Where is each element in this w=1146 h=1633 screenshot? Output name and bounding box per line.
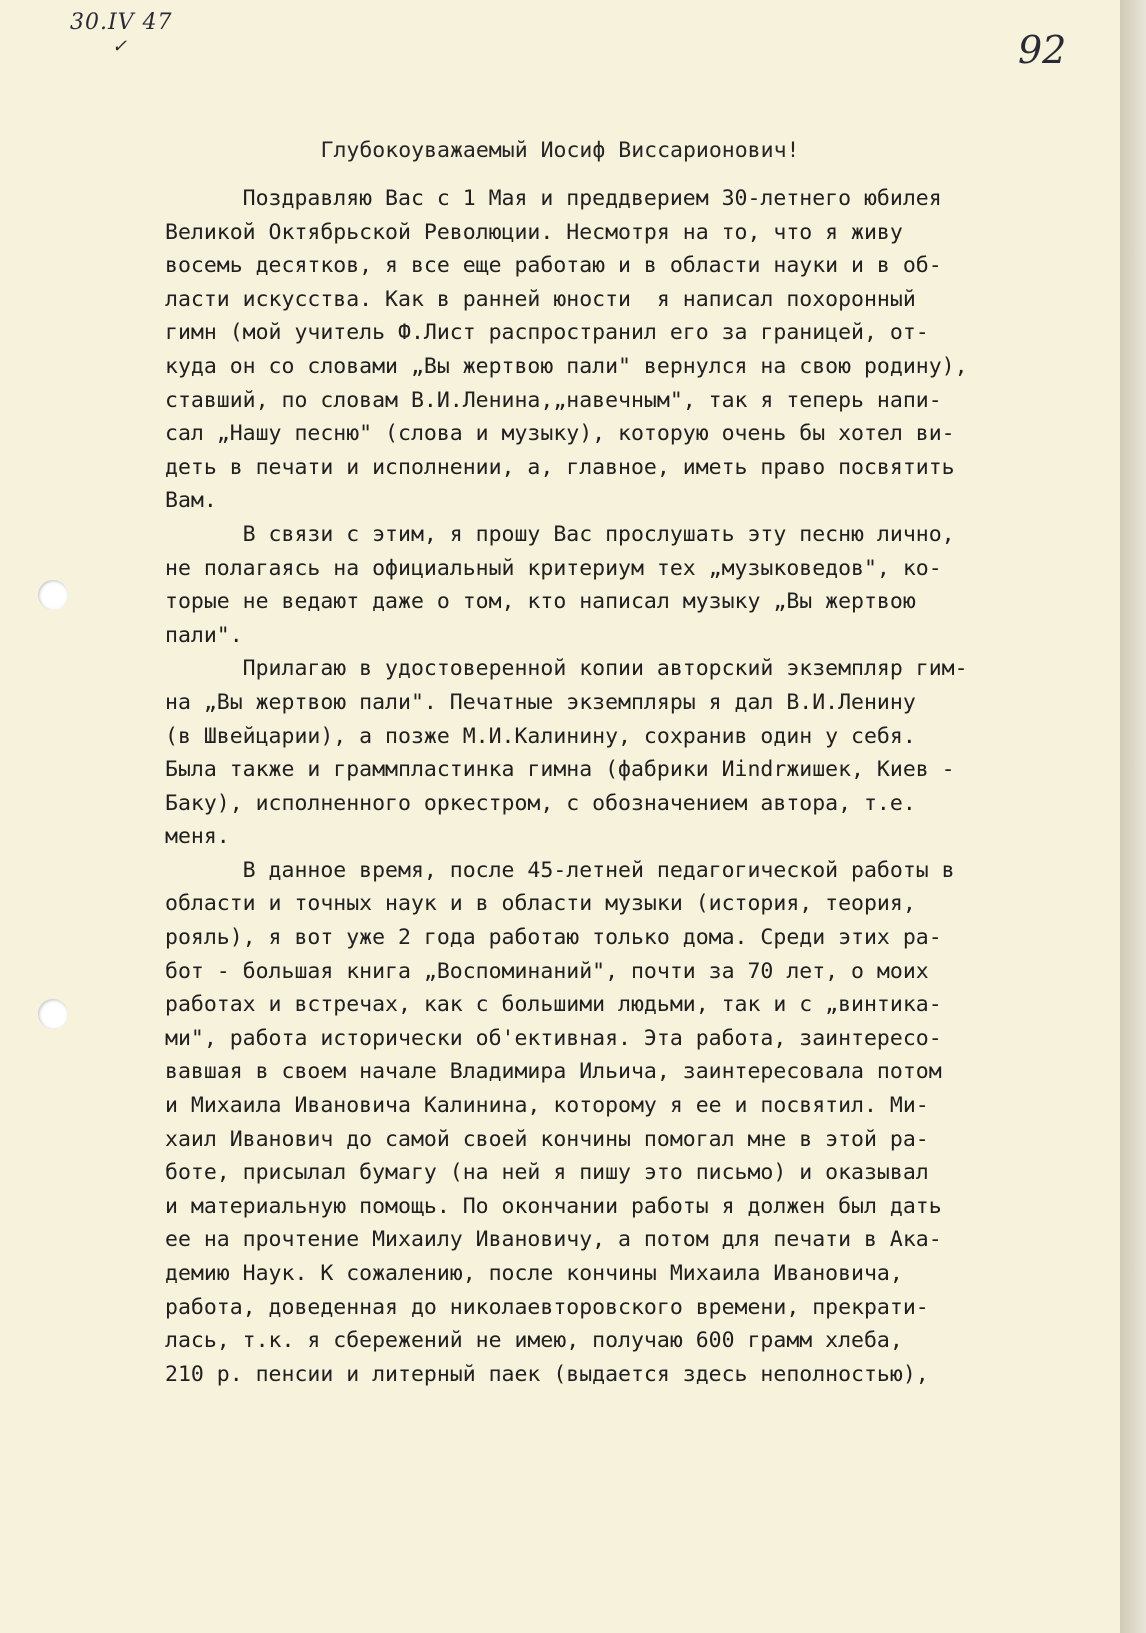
letter-line: Была также и граммпластинка гимна (фабрики Иindrжишек, Киев - (165, 757, 955, 783)
letter-line: пали". (165, 622, 243, 648)
letter-line: Поздравляю Вас с 1 Мая и преддверием 30-летнего юбилея (165, 186, 942, 211)
letter-line: Прилагаю в удостоверенной копии авторский экземпляр гим- (165, 656, 968, 682)
letter-line: работа, доведенная до николаевторовского времени, прекрати- (165, 1294, 929, 1320)
letter-line: В связи с этим, я прошу Вас прослушать эту песню лично, (165, 521, 955, 547)
letter-line: ставший, по словам В.И.Ленина,„навечным", так я теперь напи- (165, 387, 942, 413)
letter-line: Великой Октябрьской Революции. Несмотря на то, что я живу (165, 219, 903, 245)
letter-line: 210 р. пенсии и литерный паек (выдается здесь неполностью), (165, 1361, 929, 1387)
handwritten-check-mark: ✓ (112, 36, 128, 57)
page-edge-shadow (1120, 0, 1146, 1633)
letter-line: работах и встречах, как с большими людьми, так и с „винтика- (165, 992, 942, 1018)
letter-line: Вам. (165, 488, 217, 514)
letter-line: демию Наук. К сожалению, после кончины Михаила Ивановича, (165, 1261, 903, 1286)
letter-line: и материальную помощь. По окончании работы я должен был дать (165, 1193, 942, 1219)
letter-line: меня. (165, 824, 230, 850)
letter-line: лась, т.к. я сбережений не имею, получаю 600 грамм хлеба, (165, 1328, 903, 1354)
letter-line: боте, присылал бумагу (на ней я пишу это письмо) и оказывал (165, 1160, 929, 1186)
letter-line: на „Вы жертвою пали". Печатные экземпляры я дал В.И.Ленину (165, 689, 916, 715)
handwritten-date: 30.IV 47 (70, 10, 173, 35)
letter-line: торые не ведают даже о том, кто написал музыку „Вы жертвою (165, 589, 916, 615)
letter-salutation: Глубокоуважаемый Иосиф Виссарионович! (320, 138, 800, 163)
letter-line: ее на прочтение Михаилу Ивановичу, а потом для печати в Ака- (165, 1227, 942, 1253)
letter-line: бот - большая книга „Воспоминаний", почти за 70 лет, о моих (165, 958, 929, 984)
letter-line: Баку), исполненного оркестром, с обозначением автора, т.е. (165, 790, 916, 816)
letter-line: и Михаила Ивановича Калинина, которому я ее и посвятил. Ми- (165, 1093, 929, 1119)
letter-line: ласти искусства. Как в ранней юности я написал похоронный (165, 286, 916, 312)
letter-line: хаил Иванович до самой своей кончины помогал мне в этой ра- (165, 1126, 929, 1152)
punch-hole (38, 999, 68, 1029)
letter-line: (в Швейцарии), а позже М.И.Калинину, сохранив один у себя. (165, 723, 916, 749)
letter-line: В данное время, после 45-летней педагогической работы в (165, 857, 955, 883)
handwritten-page-number: 92 (1018, 28, 1067, 72)
letter-line: области и точных наук и в области музыки (история, теория, (165, 891, 916, 917)
letter-line: не полагаясь на официальный критериум тех „музыковедов", ко- (165, 555, 942, 581)
letter-line: вавшая в своем начале Владимира Ильича, заинтересовала потом (165, 1059, 942, 1085)
letter-line: деть в печати и исполнении, а, главное, иметь право посвятить (165, 454, 955, 480)
letter-line: куда он со словами „Вы жертвою пали" вернулся на свою родину), (165, 353, 968, 379)
letter-line: сал „Нашу песню" (слова и музыку), которую очень бы хотел ви- (165, 421, 955, 447)
letter-line: рояль), я вот уже 2 года работаю только дома. Среди этих ра- (165, 925, 942, 951)
letter-line: гимн (мой учитель Ф.Лист распространил его за границей, от- (165, 320, 929, 346)
punch-hole (38, 580, 68, 610)
letter-body (165, 182, 968, 1391)
letter-line: восемь десятков, я все еще работаю и в области науки и в об- (165, 253, 942, 279)
letter-line: ми", работа исторически об'ективная. Эта работа, заинтересо- (165, 1025, 942, 1051)
